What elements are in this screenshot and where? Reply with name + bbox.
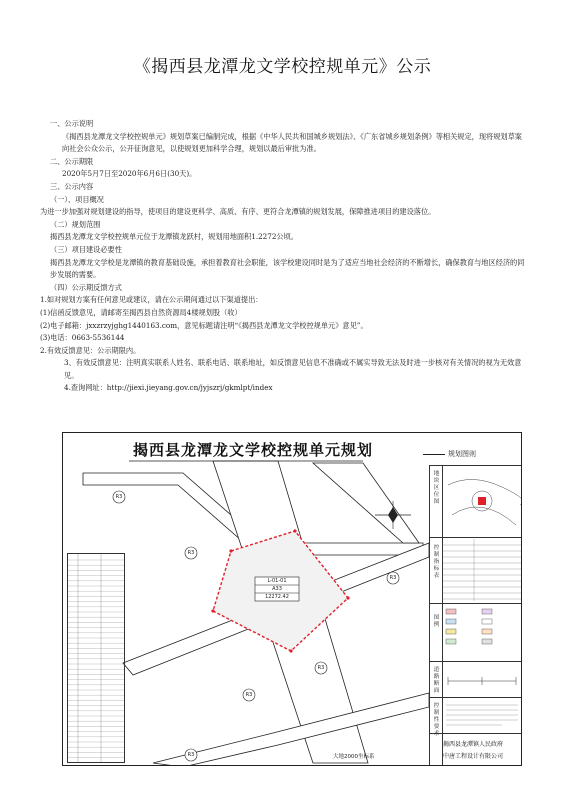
section-heading: 一、公示说明 bbox=[50, 119, 94, 128]
section-heading: 二、公示期限 bbox=[50, 156, 94, 166]
subsection-heading: （三）项目建设必要性 bbox=[50, 244, 122, 254]
list-item: 1.如对规划方案有任何意见或建议，请在公示期间通过以下渠道提出： bbox=[40, 295, 263, 305]
panel-label: 控制指标表 bbox=[433, 545, 440, 579]
info-panel bbox=[429, 465, 522, 765]
list-item: (2)电子邮箱：jxxzrzyjghg1440163.com，意见标题请注明“《揭西县龙潭龙文学校控规单元》意见”。 bbox=[40, 320, 368, 330]
coordinate-table bbox=[67, 553, 125, 763]
page-title: 《揭西县龙潭龙文学校控规单元》公示 bbox=[133, 57, 432, 77]
paragraph: 揭西县龙潭龙文学校是龙潭镇的教育基础设施，承担着教育社会职能，该学校建设同时是为了适应当地社会经济的不断增长，确保教育与地区经济的同步发展的需要。 bbox=[50, 257, 525, 280]
paragraph: 2020年5月7日至2020年6月6日(30天)。 bbox=[62, 169, 197, 179]
road-label: R3 bbox=[245, 692, 253, 698]
paragraph: 为进一步加强对规划建设的指导，使项目的建设更科学、高质、有序、更符合龙潭镇的规划发展，保障推进项目的建设落位。 bbox=[40, 207, 436, 217]
notice-body bbox=[40, 118, 528, 395]
paragraph: 《揭西县龙潭龙文学校控规单元》规划草案已编制完成，根据《中华人民共和国城乡规划法》、《广东省城乡规划条例》等相关规定，现将规划草案向社会公众公示，公开征询意见，以使规划更加科学合理，规划以最后审批为准。 bbox=[62, 131, 522, 154]
subsection-heading: （四）公示期反馈方式 bbox=[50, 282, 122, 292]
coordinate-system-note: 大地2000坐标系 bbox=[333, 754, 375, 760]
panel-label: 控制性要求 bbox=[433, 703, 440, 737]
road-label: R3 bbox=[389, 575, 397, 581]
panel-graphics bbox=[442, 465, 522, 765]
road-label: R3 bbox=[317, 665, 325, 671]
query-url[interactable]: 4.查询网址：http://jiexi.jieyang.gov.cn/jyjszrj/gkmlpt/index bbox=[64, 383, 273, 393]
list-item: (1)信函反馈意见，请邮寄至揭西县自然资源局4楼规划股（收） bbox=[40, 307, 242, 317]
subsection-heading: （二）规划范围 bbox=[50, 219, 101, 229]
paragraph: 揭西县龙潭龙文学校控规单元位于龙潭镇龙跃村，规划用地面积1.2272公顷。 bbox=[50, 232, 298, 242]
map-title: 揭西县龙潭龙文学校控规单元规划 bbox=[133, 441, 374, 459]
parcel-area: 12272.42 bbox=[265, 594, 289, 600]
panel-label: 道路断面 bbox=[433, 667, 440, 694]
list-item: 2.有效反馈意见：公示期限内。 bbox=[40, 345, 141, 355]
list-item: (3)电话：0663-5536144 bbox=[40, 333, 125, 343]
planning-map bbox=[62, 432, 522, 766]
map-subtitle: 规划图则 bbox=[423, 449, 476, 459]
road-label: R3 bbox=[187, 752, 195, 758]
parcel-use: A33 bbox=[272, 586, 282, 592]
parcel-code: L-01-01 bbox=[267, 578, 287, 584]
coordinate-grid bbox=[68, 554, 124, 762]
section-heading: 三、公示内容 bbox=[50, 181, 94, 191]
road-label: R3 bbox=[187, 550, 195, 556]
client-org: 揭西县龙潭镇人民政府 bbox=[443, 741, 504, 748]
list-item: 3、有效反馈意见：注明真实联系人姓名、联系电话、联系地址，如反馈意见信息不准确或不属实导致无法及时进一步核对有关情况的视为无效意见。 bbox=[64, 358, 522, 380]
design-org: 中唐工程设计有限公司 bbox=[443, 753, 504, 760]
panel-label: 图例 bbox=[433, 615, 440, 628]
subsection-heading: （一）、项目概况 bbox=[50, 194, 104, 204]
road-label: R3 bbox=[115, 494, 123, 500]
panel-label: 地块区位图 bbox=[433, 471, 440, 505]
